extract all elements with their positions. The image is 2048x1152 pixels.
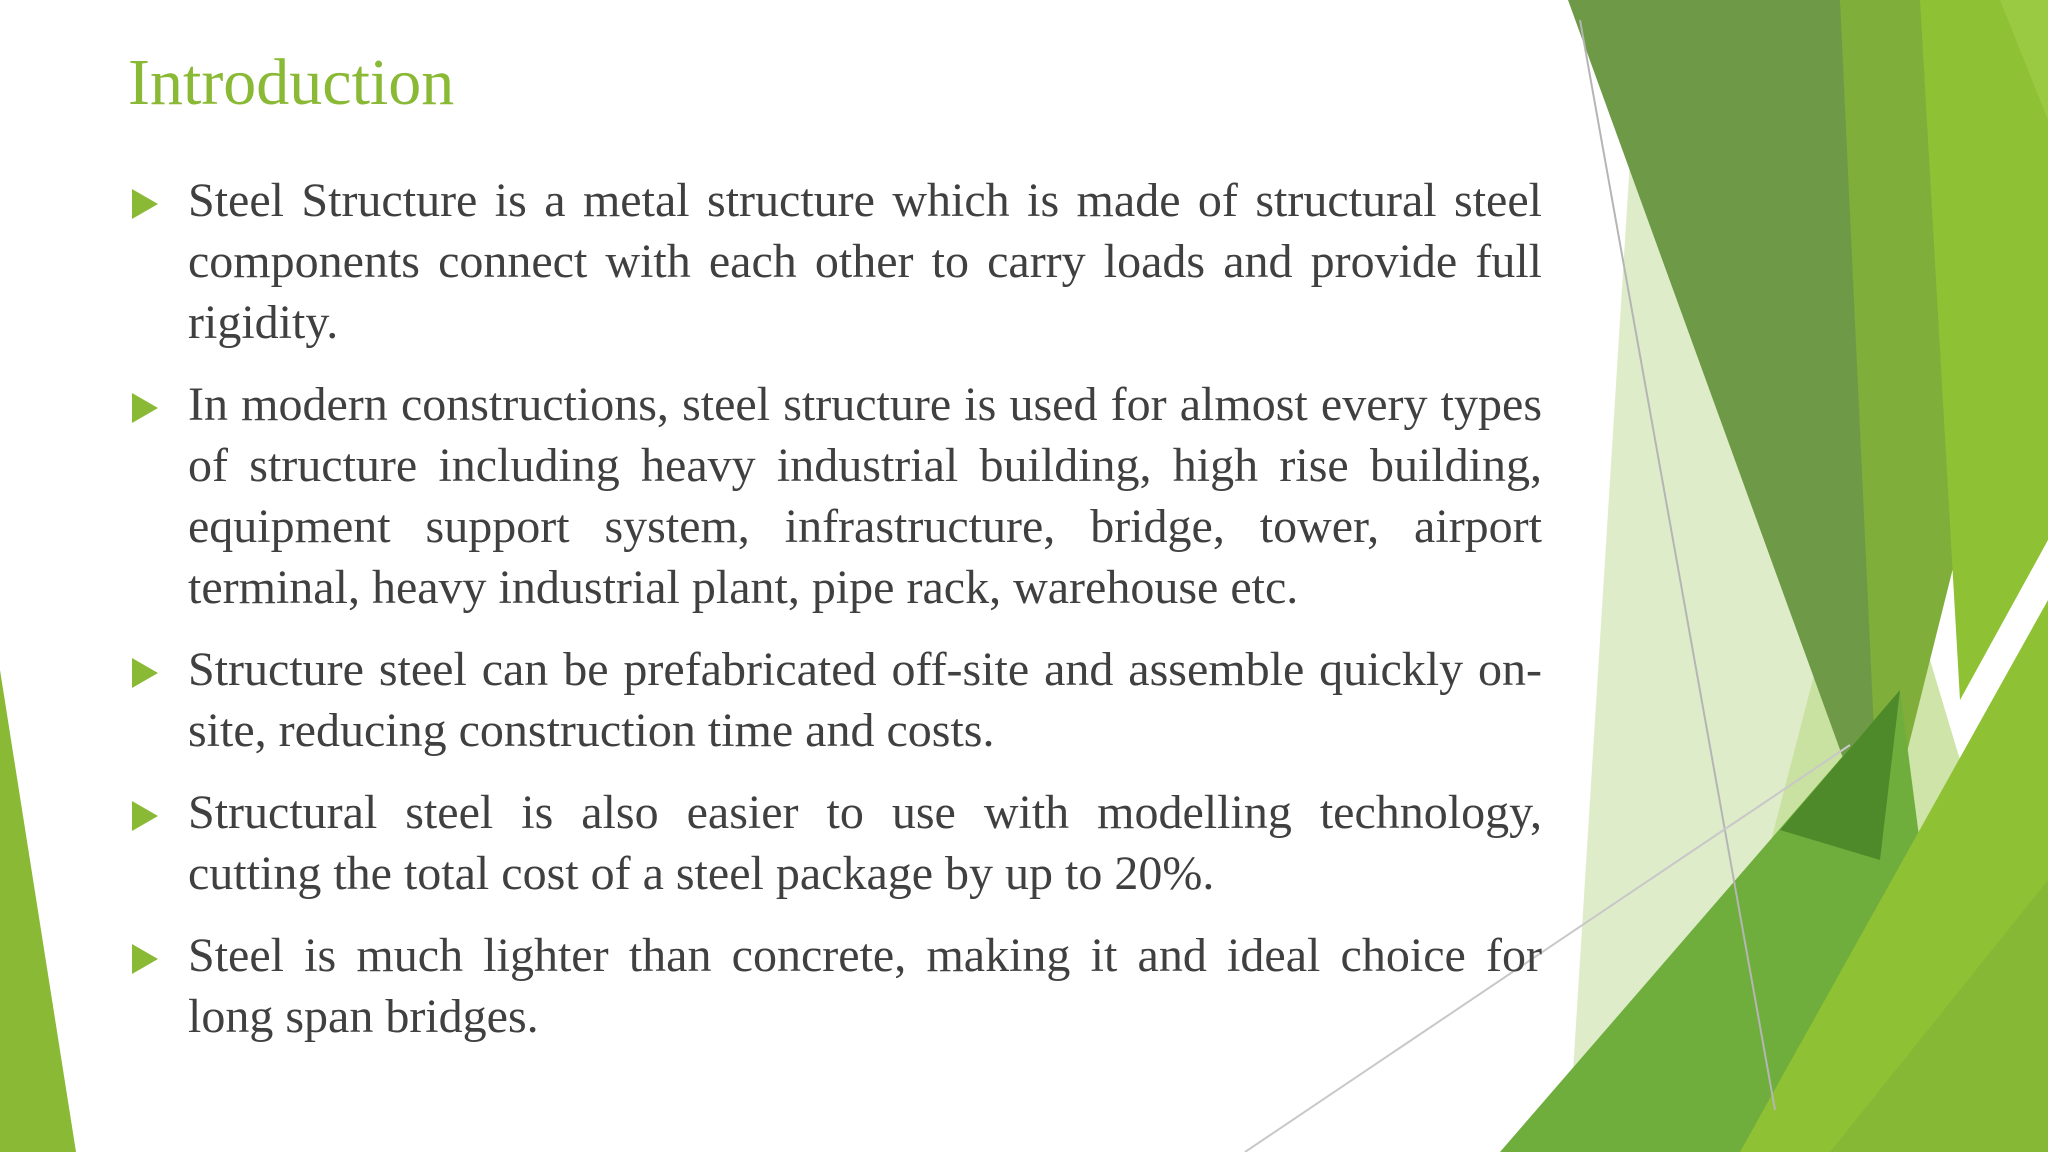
bullet-text: Steel is much lighter than concrete, making it and ideal choice for long span bridges. <box>188 929 1542 1043</box>
bullet-text: Structure steel can be prefabricated off-site and assemble quickly on-site, reducing construction time and costs. <box>188 643 1542 757</box>
bullet-list <box>130 170 1542 1068</box>
bullet-text: Structural steel is also easier to use with modelling technology, cutting the total cost of a steel package by up to 20%. <box>188 786 1542 900</box>
bullet-text: In modern constructions, steel structure is used for almost every types of structure including heavy industrial building, high rise building, equipment support system, infrastructure, bridge, tower, airport terminal, heavy industrial plant, pipe rack, warehouse etc. <box>188 378 1542 614</box>
triangle-right-icon <box>132 189 158 219</box>
triangle-right-icon <box>132 801 158 831</box>
triangle-right-icon <box>132 944 158 974</box>
bullet-item <box>130 170 1542 353</box>
slide-title: Introduction <box>128 46 455 119</box>
bullet-item <box>130 782 1542 904</box>
left-edge-wedge <box>0 670 76 1152</box>
bullet-text: Steel Structure is a metal structure which is made of structural steel components connect with each other to carry loads and provide full rigidity. <box>188 174 1542 349</box>
bullet-item <box>130 925 1542 1047</box>
bullet-item <box>130 374 1542 618</box>
bullet-item <box>130 639 1542 761</box>
triangle-right-icon <box>132 393 158 423</box>
triangle-right-icon <box>132 658 158 688</box>
